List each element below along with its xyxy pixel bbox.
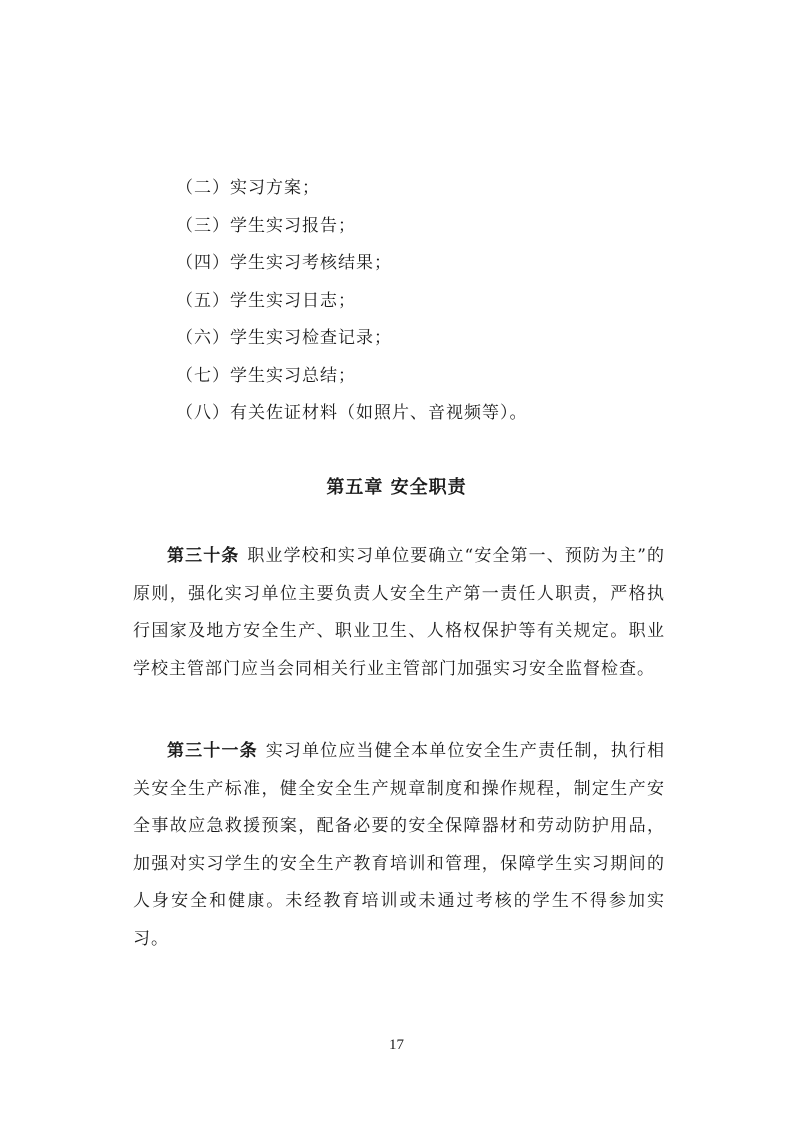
- article-text: 实习单位应当健全本单位安全生产责任制，执行相关安全生产标准，健全安全生产规章制度和操作规程，制定生产安全事故应急救援预案，配备必要的安全保障器材和劳动防护用品，加强对实习学生的安全生产教育培训和管理，保障学生实习期间的人身安全和健康。未经教育培训或未通过考核的学生不得参加实习。: [133, 741, 666, 949]
- article-label: 第三十条: [167, 546, 240, 566]
- list-item: （五）学生实习日志；: [176, 290, 356, 311]
- article-30: [133, 538, 665, 688]
- list-item: （二）实习方案；: [176, 178, 320, 198]
- list-item: （六）学生实习检查记录；: [176, 328, 392, 348]
- article-label: 第三十一条: [167, 741, 258, 761]
- article-paragraph: [133, 733, 665, 958]
- article-paragraph: [133, 538, 665, 688]
- article-text: 职业学校和实习单位要确立“安全第一、预防为主”的原则，强化实习单位主要负责人安全生产第一责任人职责，严格执行国家及地方安全生产、职业卫生、人格权保护等有关规定。职业学校主管部门应当会同相关行业主管部门加强实习安全监督检查。: [133, 546, 665, 679]
- list-item: （八）有关佐证材料（如照片、音视频等）。: [176, 403, 528, 423]
- chapter-title: 第五章 安全职责: [326, 477, 467, 498]
- list-item: （三）学生实习报告；: [176, 215, 356, 236]
- page-number: 17: [389, 1037, 404, 1053]
- article-31: [133, 733, 665, 958]
- materials-list: [176, 170, 696, 433]
- list-item: （四）学生实习考核结果；: [176, 253, 392, 273]
- list-item: （七）学生实习总结；: [176, 365, 356, 386]
